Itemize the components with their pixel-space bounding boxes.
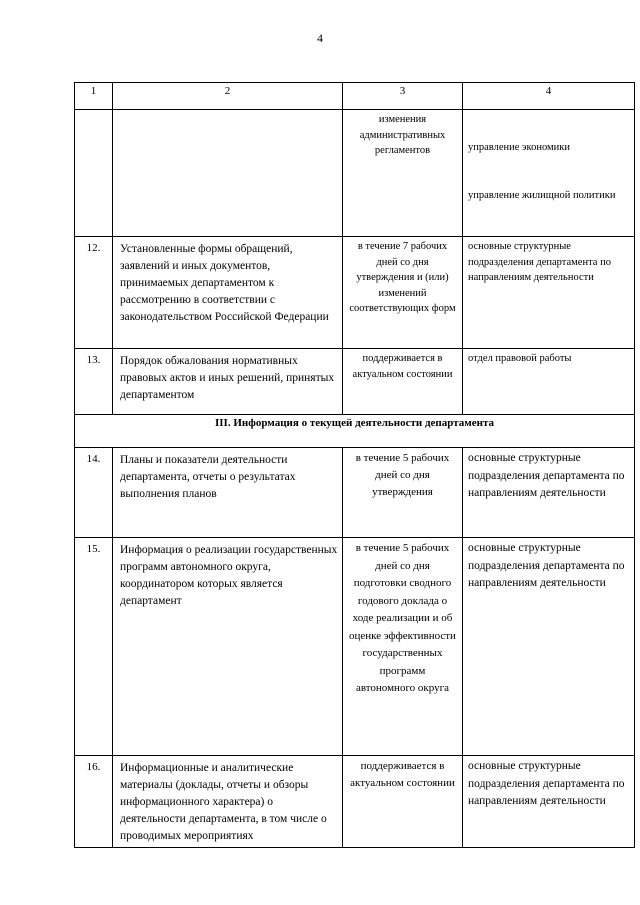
table-row bbox=[75, 448, 635, 538]
column-number: 4 bbox=[463, 83, 635, 110]
table-row-continuation bbox=[75, 110, 635, 237]
row-responsible: основные структурные подразделения департамента по направлениям деятельности bbox=[463, 448, 635, 538]
section-heading-row bbox=[75, 415, 635, 448]
row-term: в течение 5 рабочих дней со дня утверждения bbox=[343, 448, 463, 538]
row-number: 13. bbox=[75, 349, 113, 415]
row-description: Информация о реализации государственных программ автономного округа, координатором которых является департамент bbox=[113, 538, 343, 756]
table-row bbox=[75, 538, 635, 756]
column-number-row bbox=[75, 83, 635, 110]
row-description: Порядок обжалования нормативных правовых актов и иных решений, принятых департаментом bbox=[113, 349, 343, 415]
row-number: 12. bbox=[75, 237, 113, 349]
information-table bbox=[74, 82, 635, 848]
row-description: Информационные и аналитические материалы (доклады, отчеты и обзоры информационного характера) о деятельности департамента, в том числе о проводимых мероприятиях bbox=[113, 756, 343, 848]
row-responsible: отдел правовой работы bbox=[463, 349, 635, 415]
table-row bbox=[75, 756, 635, 848]
column-number: 2 bbox=[113, 83, 343, 110]
row-number: 16. bbox=[75, 756, 113, 848]
row-number: 15. bbox=[75, 538, 113, 756]
row-description: Планы и показатели деятельности департамента, отчеты о результатах выполнения планов bbox=[113, 448, 343, 538]
page-number: 4 bbox=[317, 31, 323, 45]
row-term: в течение 5 рабочих дней со дня подготовки сводного годового доклада о ходе реализации и об оценке эффективности государственных программ автономного округа bbox=[343, 538, 463, 756]
row-term: поддерживается в актуальном состоянии bbox=[343, 349, 463, 415]
responsible-economy: управление экономики bbox=[468, 142, 571, 153]
table-row bbox=[75, 349, 635, 415]
row-responsible: основные структурные подразделения департамента по направлениям деятельности bbox=[463, 538, 635, 756]
column-number: 1 bbox=[75, 83, 113, 110]
table-row bbox=[75, 237, 635, 349]
row-term: в течение 7 рабочих дней со дня утверждения и (или) изменений соответствующих форм bbox=[343, 237, 463, 349]
row-term: поддерживается в актуальном состоянии bbox=[343, 756, 463, 848]
row-number: 14. bbox=[75, 448, 113, 538]
section-title: III. Информация о текущей деятельности департамента bbox=[75, 415, 635, 448]
row-responsible: основные структурные подразделения департамента по направлениям деятельности bbox=[463, 756, 635, 848]
row-number bbox=[75, 110, 113, 237]
row-term: изменения административных регламентов bbox=[343, 110, 463, 237]
row-description: Установленные формы обращений, заявлений и иных документов, принимаемых департаментом к рассмотрению в соответствии с законодательством Российской Федерации bbox=[113, 237, 343, 349]
row-description bbox=[113, 110, 343, 237]
responsible-housing: управление жилищной политики bbox=[468, 189, 616, 201]
row-responsible bbox=[463, 110, 635, 237]
row-responsible: основные структурные подразделения департамента по направлениям деятельности bbox=[463, 237, 635, 349]
column-number: 3 bbox=[343, 83, 463, 110]
